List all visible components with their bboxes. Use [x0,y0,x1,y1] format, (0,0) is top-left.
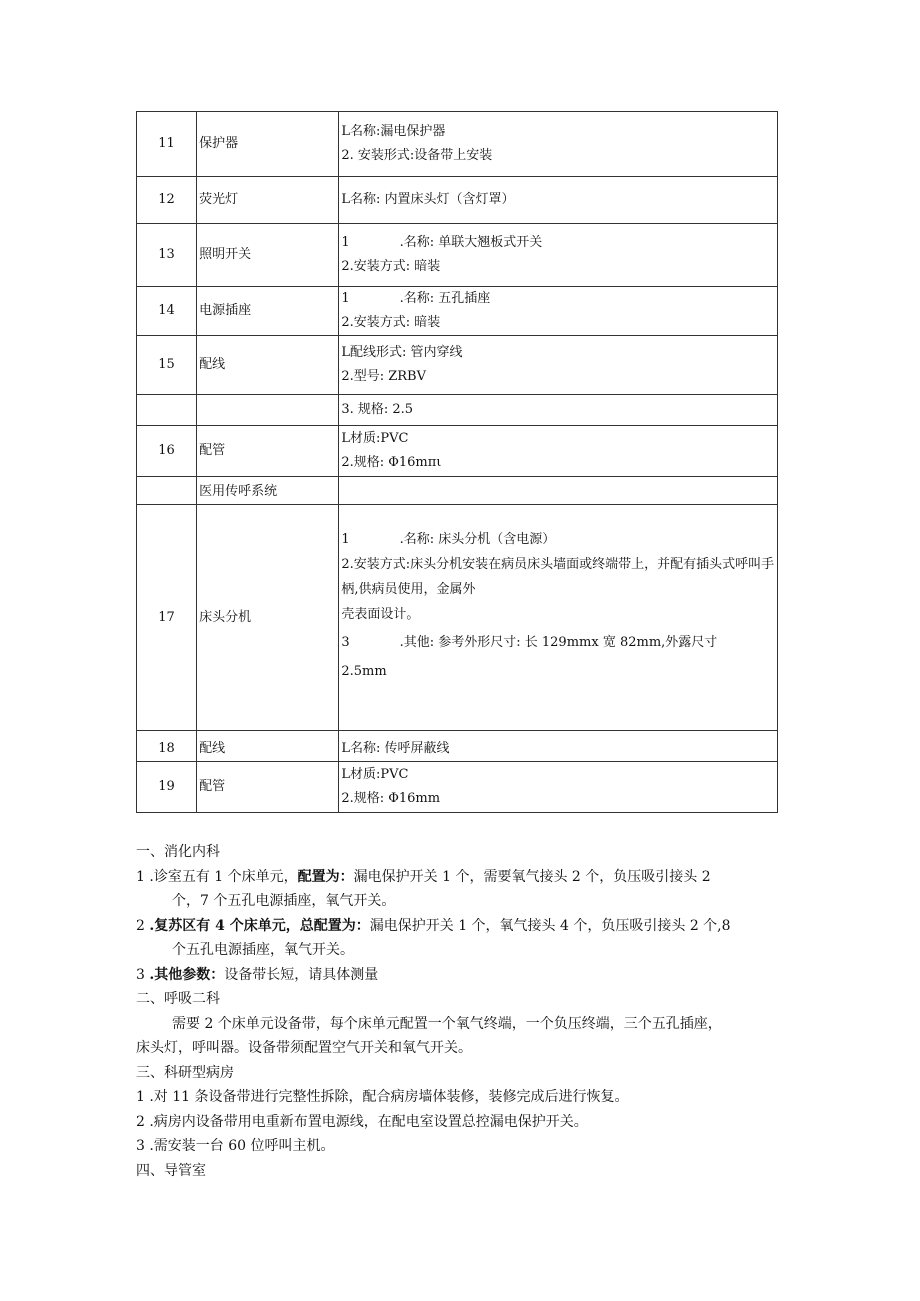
spec-index: 1 [341,532,350,547]
spec-line: L名称: 内置床头灯（含灯罩） [341,192,515,207]
spec-index: 3 [341,635,350,650]
item-name: 配线 [197,336,339,395]
list-item [136,865,796,890]
department-notes [136,840,796,1183]
item-name: 照明开关 [197,224,339,287]
spec-line [341,630,777,655]
paragraph-line: 需要 2 个床单元设备带，每个床单元配置一个氧气终端，一个负压终端，三个五孔插座， [172,1015,722,1032]
section-heading: 三、科研型病房 [136,1064,234,1081]
section-heading: 二、呼吸二科 [136,991,220,1007]
table-row [137,112,778,177]
item-number: 3 [136,966,145,983]
item-text: 漏电保护开关 1 个，需要氧气接头 2 个，负压吸引接头 2 [353,868,711,885]
item-number: 2 [136,917,145,934]
spec-line: 壳表面设计。 [341,607,420,622]
item-spec [339,731,778,762]
list-item: 3 .需安装一台 60 位呼叫主机。 [136,1138,335,1154]
spec-line: L配线形式: 管内穿线 [341,345,463,360]
item-name: 床头分机 [197,505,339,731]
spec-line: 2.型号: ZRBV [341,369,426,384]
row-number: 19 [137,762,197,813]
item-spec [339,177,778,224]
item-name: 电源插座 [197,287,339,336]
item-spec [339,477,778,505]
row-number [137,477,197,505]
list-item-continuation: 个，7 个五孔电源插座，氧气开关。 [172,893,396,909]
item-emphasis: 配置为： [297,868,354,885]
list-item: 2 .病房内设备带用电重新布置电源线，在配电室设置总控漏电保护开关。 [136,1113,588,1130]
section-name: 医用传呼系统 [197,477,339,505]
spec-line: 2.规格: Φ16mm [341,791,441,806]
spec-line: 2. 安装形式:设备带上安装 [341,148,493,163]
spec-line: 2.安装方式: 暗装 [341,315,441,330]
list-item [136,914,796,939]
spec-line: 2.规格: Φ16mπι [341,455,442,470]
spec-text: .名称: 床头分机（含电源） [399,532,556,547]
table-row [137,224,778,287]
table-row [137,336,778,395]
paragraph-line: 床头灯，呼叫器。设备带须配置空气开关和氧气开关。 [136,1040,472,1056]
spec-line: L材质:PVC [341,431,409,446]
spec-text: .名称: 五孔插座 [399,291,491,306]
item-name: 配管 [197,426,339,477]
list-item: 1 .对 11 条设备带进行完整性拆除，配合病房墙体装修，装修完成后进行恢复。 [136,1089,629,1105]
item-name: 保护器 [197,112,339,177]
spec-line [341,527,777,552]
row-number: 18 [137,731,197,762]
section-heading: 一、消化内科 [136,844,220,860]
item-number: 1 [136,868,145,885]
item-name [197,395,339,426]
item-spec [339,505,778,731]
item-name: 配线 [197,731,339,762]
table-row [137,426,778,477]
row-number: 12 [137,177,197,224]
spec-text: .名称: 单联大翘板式开关 [399,235,543,250]
table-row [137,477,778,505]
item-spec [339,395,778,426]
spec-index: 1 [341,291,350,306]
spec-index: 1 [341,235,350,250]
spec-text: .其他: 参考外形尺寸: 长 129mmx 宽 82mm,外露尺寸 [399,635,718,650]
spec-line: 2.安装方式: 暗装 [341,259,441,274]
spec-line [341,287,777,311]
spec-line [341,231,777,255]
item-name: 配管 [197,762,339,813]
item-spec [339,224,778,287]
section-heading: 四、导管室 [136,1162,206,1179]
row-number [137,395,197,426]
item-spec [339,426,778,477]
spec-line: 2.5mm [341,664,387,679]
table-row [137,177,778,224]
table-row [137,287,778,336]
row-number: 14 [137,287,197,336]
spec-line: 2.安装方式:床头分机安装在病员床头墙面或终端带上，并配有插头式呼叫手柄,供病员使用，金属外 [341,557,775,597]
item-emphasis: .复苏区有 4 个床单元， [149,917,300,934]
list-item-continuation: 个五孔电源插座，氧气开关。 [172,942,354,958]
row-number: 15 [137,336,197,395]
table-row [137,731,778,762]
item-text: .诊室五有 1 个床单元， [149,868,298,885]
table-row [137,505,778,731]
item-text: 设备带长短，请具体测量 [224,966,379,983]
item-spec [339,112,778,177]
item-name: 荧光灯 [197,177,339,224]
equipment-spec-table [136,111,778,813]
row-number: 11 [137,112,197,177]
item-spec [339,287,778,336]
item-emphasis: 总配置为： [299,917,370,934]
spec-line: L名称:漏电保护器 [341,124,446,139]
list-item [136,963,796,988]
table-row [137,762,778,813]
item-spec [339,336,778,395]
item-text: 漏电保护开关 1 个，氧气接头 4 个，负压吸引接头 2 个,8 [369,917,731,934]
spec-line: 3. 规格: 2.5 [341,402,414,417]
spec-line: L材质:PVC [341,767,409,782]
row-number: 13 [137,224,197,287]
row-number: 16 [137,426,197,477]
table-row [137,395,778,426]
item-spec [339,762,778,813]
row-number: 17 [137,505,197,731]
item-emphasis: .其他参数： [149,966,225,983]
spec-line: L名称: 传呼屏蔽线 [341,741,450,756]
